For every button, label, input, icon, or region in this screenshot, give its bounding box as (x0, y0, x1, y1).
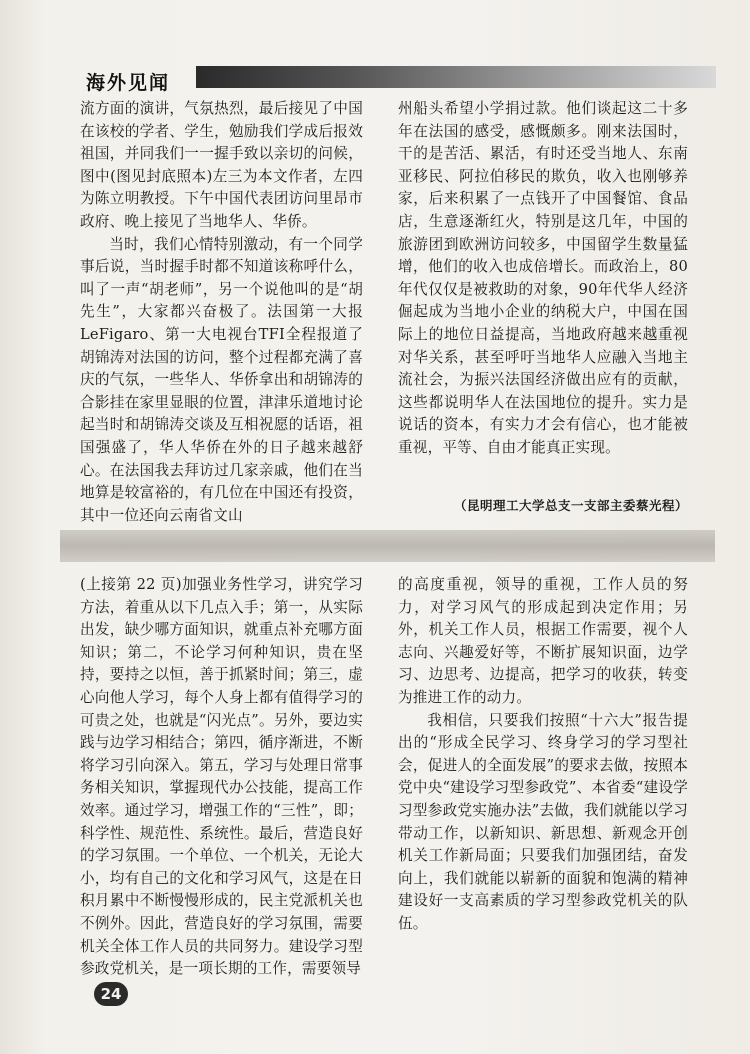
article1-left-paragraph: 当时，我们心情特别激动，有一个同学事后说，当时握手时都不知道该称呼什么，叫了一声“胡老师”，另一个说他叫的是“胡先生”，大家都兴奋极了。法国第一大报LeFigaro、第一大电视台TFI全程报道了胡锦涛对法国的访问，整个过程都充满了喜庆的气氛，一些华人、华侨拿出和胡锦涛的合影挂在家里显眼的位置，津津乐道地讨论起当时和胡锦涛交谈及互相祝愿的话语，祖国强盛了，华人华侨在外的日子越来越舒心。在法国我去拜访过几家亲戚，他们在当地算是较富裕的，有几位在中国还有投资，其中一位还向云南省文山 (80, 235, 363, 524)
article1-left-paragraph: 流方面的演讲，气氛热烈，最后接见了中国在该校的学者、学生，勉励我们学成后报效祖国，并同我们一一握手致以亲切的问候，图中(图见封底照本)左三为本文作者，左四为陈立明教授。下午中国代表团访问里昂市政府、晚上接见了当地华人、华侨。 (80, 100, 363, 230)
article1-left-column (80, 98, 363, 527)
article1-right-column (398, 98, 688, 460)
header-bar (196, 66, 716, 88)
article2-left-column (80, 574, 363, 981)
article-divider (60, 530, 715, 562)
page-number: 24 (94, 982, 128, 1006)
article2-right-paragraph: 的高度重视，领导的重视，工作人员的努力，对学习风气的形成起到决定作用；另外，机关工作人员，根据工作需要，视个人志向、兴趣爱好等，不断扩展知识面，边学习、边思考、边提高，把学习的收获，转变为推进工作的动力。 (398, 576, 688, 706)
article1-right-paragraph: 州船头希望小学捐过款。他们谈起这二十多年在法国的感受，感慨颇多。刚来法国时，干的是苦活、累活，有时还受当地人、东南亚移民、阿拉伯移民的欺负，收入也刚够养家，后来积累了一点钱开了中国餐馆、食品店，生意逐渐红火，特别是这几年，中国的旅游团到欧洲访问较多，中国留学生数量猛增，他们的收入也成倍增长。而政治上，80年代仅仅是被救助的对象，90年代华人经济倔起成为当地小企业的纳税大户，中国在国际上的地位日益提高，当地政府越来越重视对华关系，甚至呼吁当地华人应融入当地主流社会，为振兴法国经济做出应有的贡献，这些都说明华人在法国地位的提升。实力是说话的资本，有实力才会有信心，也才能被重视，平等、自由才能真正实现。 (398, 100, 688, 456)
article2-right-column (398, 574, 688, 936)
section-title: 海外见闻 (86, 72, 171, 94)
article2-left-paragraph: (上接第 22 页)加强业务性学习，讲究学习方法，着重从以下几点入手；第一，从实际出发，缺少哪方面知识，就重点补充哪方面知识；第二，不论学习何种知识，贵在坚持，要持之以恒，善于抓紧时间；第三，虚心向他人学习，每个人身上都有值得学习的可贵之处，也就是“闪光点”。另外，要边实践与边学习相结合；第四，循序渐进，不断将学习引向深入。第五，学习与处理日常事务相关知识，掌握现代办公技能，提高工作效率。通过学习，增强工作的“三性”，即；科学性、规范性、系统性。最后，营造良好的学习氛围。一个单位、一个机关，无论大小，均有自己的文化和学习风气，这是在日积月累中不断慢慢形成的，民主党派机关也不例外。因此，营造良好的学习氛围，需要机关全体工作人员的共同努力。建设学习型参政党机关，是一项长期的工作，需要领导 (80, 576, 363, 978)
article2-right-paragraph: 我相信，只要我们按照“十六大”报告提出的“形成全民学习、终身学习的学习型社会，促进人的全面发展”的要求去做，按照本党中央“建设学习型参政党”、本省委“建设学习型参政党实施办法”去做，我们就能以学习带动工作，以新知识、新思想、新观念开创机关工作新局面；只要我们加强团结，奋发向上，我们就能以崭新的面貌和饱满的精神建设好一支高素质的学习型参政党机关的队伍。 (398, 711, 688, 932)
author-signature: （昆明理工大学总支一支部主委蔡光程） (453, 498, 688, 513)
